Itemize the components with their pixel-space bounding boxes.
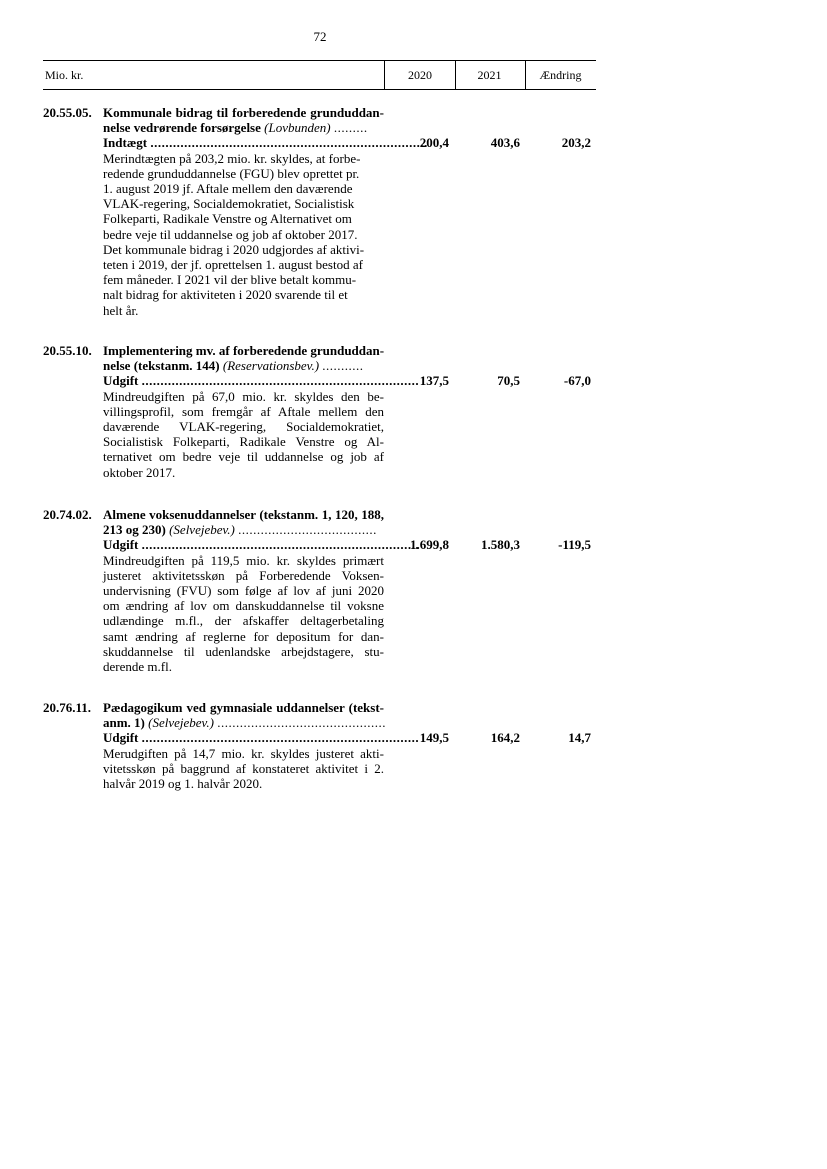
value-change: 14,7 — [568, 730, 591, 745]
appropriation-type: (Lovbunden) — [264, 120, 331, 136]
entry-title: 213 og 230) — [103, 522, 166, 538]
entry-type: Indtægt — [103, 135, 148, 151]
entry-title: Kommunale bidrag til forberedende grunduddan- — [103, 105, 384, 120]
description-line: undervisning (FVU) som følge af lov af juni 2020 — [103, 583, 384, 599]
description-line: helt år. — [103, 302, 139, 318]
entry-text: Kommunale bidrag til forberedende grunduddan- nelse vedrørende forsørgelse (Lovbunden) ......... Indtægt .......................................................................... Merindtægten på 203,2 mio. kr. skyldes, at forbe- redende grunduddannelse (FGU) blev oprettet pr. 1. august 2019 jf. Aftale mellem den daværende VLAK-regering, Socialdemokratiet, Socialistisk Folkeparti, Radikale Venstre og Alternativet om bedre veje til uddannelse og job af oktober 2017. Det kommunale bidrag i 2020 udgjordes af aktivi- teten i 2019, der jf. oprettelsen 1. august bestod af fem måneder. I 2021 vil der blive betalt kommu- nalt bidrag for aktiviteten i 2020 svarende til et helt år. — [103, 105, 428, 318]
description-line: justeret aktivitetsskøn på Forberedende Voksen- — [103, 567, 384, 583]
description-line: fem måneder. I 2021 vil der blive betalt kommu- — [103, 272, 357, 288]
value-change: -67,0 — [563, 373, 591, 388]
description-line: Det kommunale bidrag i 2020 udgjordes af aktivi- — [103, 241, 365, 257]
appropriation-type: (Reservationsbev.) — [222, 358, 320, 374]
description-line: villingsprofil, som fremgår af Aftale mellem den — [103, 403, 384, 419]
description-line: udlændinge m.fl., der afskaffer deltagerbetaling — [103, 613, 384, 629]
description-line: halvår 2019 og 1. halvår 2020. — [103, 776, 263, 792]
description-line: redende grunduddannelse (FGU) blev oprettet pr. — [103, 165, 360, 181]
entry-title: Implementering mv. af forberedende grunduddan- — [103, 343, 385, 358]
account-number: 20.55.10. — [43, 343, 92, 358]
entry-type: Udgift — [103, 730, 139, 746]
description-line: nalt bidrag for aktiviteten i 2020 svarende til et — [103, 287, 348, 303]
description-line: samt ændring af reglerne for depositum for dan- — [103, 628, 384, 644]
appropriation-type: (Selvejebev.) — [169, 522, 235, 538]
description-line: Mindreudgiften på 119,5 mio. kr. skyldes primært — [103, 552, 384, 568]
entry-type: Udgift — [103, 537, 139, 553]
value-2021: 164,2 — [490, 730, 520, 745]
value-2021: 1.580,3 — [481, 537, 520, 552]
entry-title: Pædagogikum ved gymnasiale uddannelser (tekst- — [103, 700, 384, 715]
description-line: skuddannelse til udenlandske arbejdstagere, stu- — [103, 643, 384, 659]
description-line: Folkeparti, Radikale Venstre og Alternativet om — [103, 211, 352, 227]
entry-title: Almene voksenuddannelser (tekstanm. 1, 120, 188, — [103, 507, 384, 522]
entry-title: nelse (tekstanm. 144) — [103, 358, 220, 374]
value-change: -119,5 — [558, 537, 591, 552]
value-2020: 200,4 — [419, 135, 449, 150]
entry-text: Almene voksenuddannelser (tekstanm. 1, 120, 188, 213 og 230) (Selvejebev.) ..................................... Udgift .......................................................................... Mindreudgiften på 119,5 mio. kr. skyldes primært justeret aktivitetsskøn på Forberedende Voksen- undervisning (FVU) som følge af lov af juni 2020 om ændring af lov om danskuddannelse til voksne udlændinge m.fl., der afskaffer deltagerbetaling samt ændring af reglerne for depositum for dan- skuddannelse til udenlandske arbejdstagere, stu- derende m.fl. — [103, 507, 420, 675]
table-header — [43, 60, 596, 90]
account-number: 20.76.11. — [43, 700, 92, 715]
value-2021: 403,6 — [490, 135, 520, 150]
value-change: 203,2 — [561, 135, 591, 150]
description-line: bedre veje til uddannelse og job af oktober 2017. — [103, 226, 358, 242]
description-line: oktober 2017. — [103, 464, 176, 480]
column-header-2020: 2020 — [384, 61, 456, 89]
entry-title: nelse vedrørende forsørgelse — [103, 120, 261, 136]
entry-text: Pædagogikum ved gymnasiale uddannelser (tekst- anm. 1) (Selvejebev.) ............................................. Udgift .......................................................................... Merudgiften på 14,7 mio. kr. skyldes justeret akti- vitetsskøn på baggrund af konstateret aktivitet i 2. halvår 2019 og 1. halvår 2020. — [103, 700, 420, 792]
column-header-change: Ændring — [539, 68, 582, 82]
column-header-2021: 2021 — [454, 61, 526, 89]
description-line: VLAK-regering, Socialdemokratiet, Socialistisk — [103, 196, 355, 212]
value-2020: 149,5 — [419, 730, 449, 745]
description-line: teten i 2019, der jf. oprettelsen 1. august bestod af — [103, 257, 363, 273]
value-2020: 1.699,8 — [410, 537, 449, 552]
value-2020: 137,5 — [419, 373, 449, 388]
description-line: vitetsskøn på baggrund af konstateret aktivitet i 2. — [103, 760, 384, 776]
unit-header: Mio. kr. — [45, 68, 84, 82]
entry-text: Implementering mv. af forberedende grunduddan- nelse (tekstanm. 144) (Reservationsbev.) ........... Udgift .......................................................................... Mindreudgiften på 67,0 mio. kr. skyldes den be- villingsprofil, som fremgår af Aftale mellem den daværende VLAK-regering, Socialdemokratiet, Socialistisk Folkeparti, Radikale Venstre og Al- ternativet om bedre veje til uddannelse og job af oktober 2017. — [103, 343, 420, 480]
description-line: Socialistisk Folkeparti, Radikale Venstre og Al- — [103, 434, 384, 450]
appropriation-type: (Selvejebev.) — [148, 715, 214, 731]
description-line: daværende VLAK-regering, Socialdemokratiet, — [103, 419, 384, 435]
description-line: 1. august 2019 jf. Aftale mellem den daværende — [103, 181, 353, 197]
description-line: derende m.fl. — [103, 659, 172, 675]
description-line: Merudgiften på 14,7 mio. kr. skyldes justeret akti- — [103, 745, 384, 761]
description-line: ternativet om bedre veje til uddannelse og job af — [103, 449, 384, 465]
account-number: 20.74.02. — [43, 507, 92, 522]
description-line: om ændring af lov om danskuddannelse til voksne — [103, 598, 384, 614]
entry-title: anm. 1) — [103, 715, 145, 731]
value-2021: 70,5 — [497, 373, 520, 388]
entry-type: Udgift — [103, 373, 139, 389]
description-line: Merindtægten på 203,2 mio. kr. skyldes, at forbe- — [103, 150, 361, 166]
description-line: Mindreudgiften på 67,0 mio. kr. skyldes den be- — [103, 388, 384, 404]
account-number: 20.55.05. — [43, 105, 92, 120]
page-number: 72 — [313, 29, 327, 44]
